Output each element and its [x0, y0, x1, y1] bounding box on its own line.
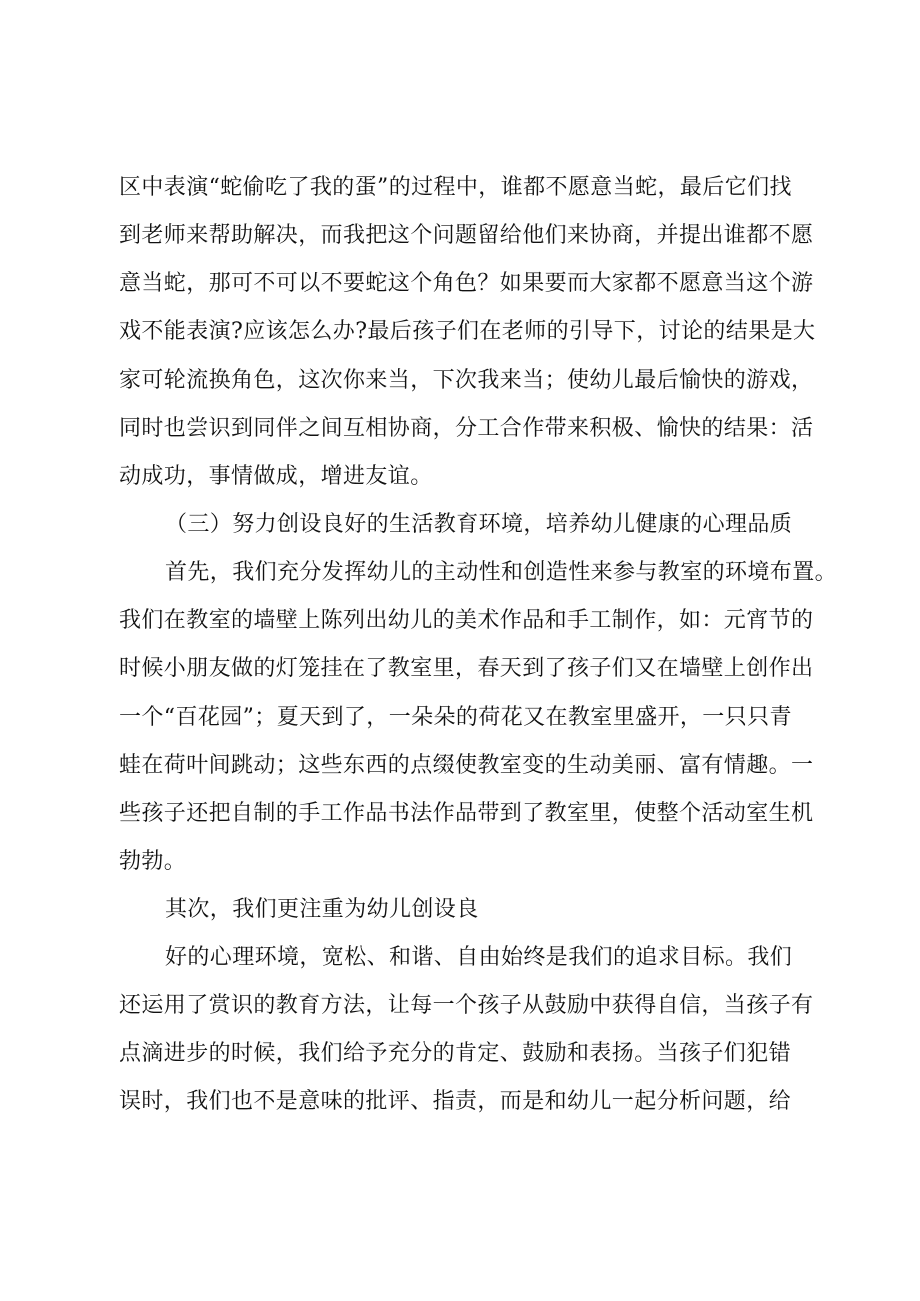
text-line: 首先，我们充分发挥幼儿的主动性和创造性来参与教室的环境布置。 [165, 560, 838, 585]
text-line: 区中表演“蛇偷吃了我的蛋”的过程中，谁都不愿意当蛇，最后它们找 [119, 175, 792, 200]
text-line: 时候小朋友做的灯笼挂在了教室里，春天到了孩子们又在墙壁上创作出 [119, 656, 814, 681]
text-line: 意当蛇，那可不可以不要蛇这个角色？如果要而大家都不愿意当这个游 [119, 271, 814, 296]
text-line: 戏不能表演?应该怎么办?最后孩子们在老师的引导下，讨论的结果是大 [119, 319, 816, 344]
text-line: 些孩子还把自制的手工作品书法作品带到了教室里，使整个活动室生机 [119, 801, 814, 826]
text-line: 点滴进步的时候，我们给予充分的肯定、鼓励和表扬。当孩子们犯错 [119, 1041, 792, 1066]
text-line: 其次，我们更注重为幼儿创设良 [165, 897, 479, 922]
text-line: 蛙在荷叶间跳动；这些东西的点缀使教室变的生动美丽、富有情趣。一 [119, 753, 814, 778]
text-line: 动成功，事情做成，增进友谊。 [119, 464, 433, 489]
text-line: 我们在教室的墙壁上陈列出幼儿的美术作品和手工制作，如：元宵节的 [119, 608, 814, 633]
text-line: 还运用了赏识的教育方法，让每一个孩子从鼓励中获得自信，当孩子有 [119, 993, 814, 1018]
text-line: 到老师来帮助解决，而我把这个问题留给他们来协商，并提出谁都不愿 [119, 223, 814, 248]
text-line: 好的心理环境，宽松、和谐、自由始终是我们的追求目标。我们 [165, 945, 793, 970]
text-line: 勃勃。 [119, 849, 187, 874]
section-heading: （三）努力创设良好的生活教育环境，培养幼儿健康的心理品质 [165, 512, 793, 537]
text-line: 一个“百花园”；夏天到了，一朵朵的荷花又在教室里盛开，一只只青 [119, 705, 792, 730]
text-line: 同时也尝识到同伴之间互相协商，分工合作带来积极、愉快的结果：活 [119, 416, 814, 441]
text-line: 家可轮流换角色，这次你来当，下次我来当；使幼儿最后愉快的游戏， [119, 368, 814, 393]
text-line: 误时，我们也不是意味的批评、指责，而是和幼儿一起分析问题，给 [119, 1089, 792, 1114]
